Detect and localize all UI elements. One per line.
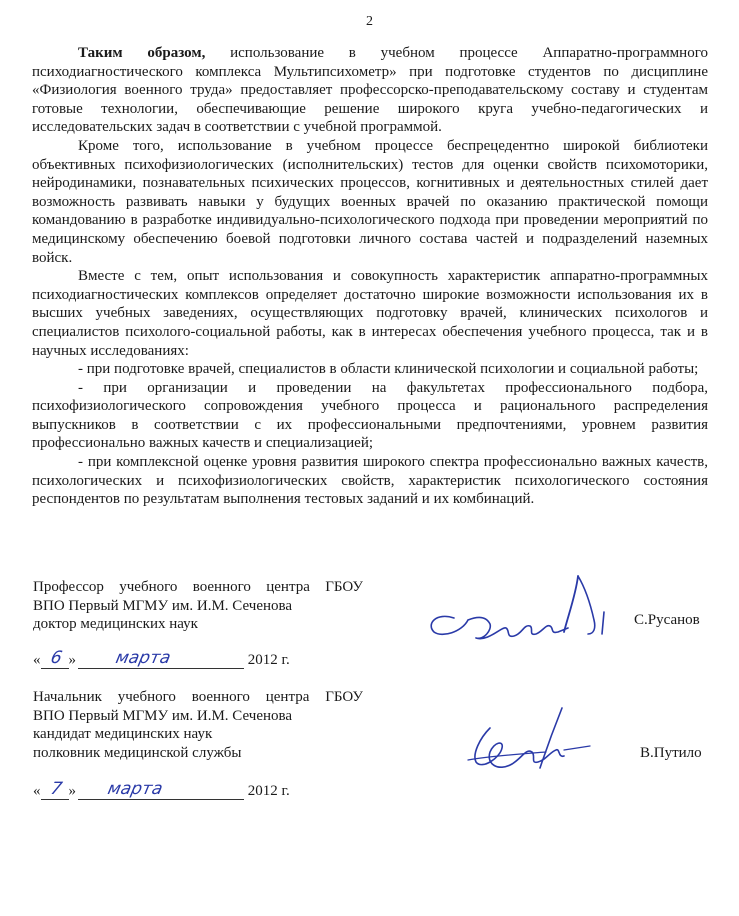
paragraph-lead-bold: Таким образом, — [78, 45, 206, 61]
paragraph-1 — [32, 44, 708, 137]
list-item-text: - при организации и проведении на факультетах профессионального подбора, психофизиологического сопровождения учебного процесса и рационального распределения выпускников в соответствии с их профессиональными предпочтениями, уровнем развития профессионально важных качеств и специализацией; — [32, 379, 708, 452]
date-month-field — [78, 779, 244, 800]
signature-2-icon — [450, 698, 600, 788]
document-body — [32, 44, 708, 509]
page-number: 2 — [366, 14, 373, 29]
signatory-2-date — [33, 779, 290, 800]
date-day-handwritten: 6 — [48, 648, 64, 668]
signatory-2-line-2: ВПО Первый МГМУ им. И.М. Сеченова — [33, 707, 293, 724]
list-item-1 — [32, 360, 708, 379]
date-close-quote: » — [68, 783, 76, 799]
signatory-1-line-2: ВПО Первый МГМУ им. И.М. Сеченова — [33, 597, 293, 614]
list-item-text: - при комплексной оценке уровня развития широкого спектра профессионально важных качеств, психологических и психофизиологических свойств, характеристик психологического состояния респондентов по результатам выполнения тестовых заданий и их комбинаций. — [32, 454, 708, 508]
date-month-handwritten: марта — [113, 648, 173, 668]
list-item-text: - при подготовке врачей, специалистов в области клинической психологии и социальной работы; — [78, 361, 699, 378]
signatory-1-name: С.Русанов — [634, 612, 700, 628]
date-year: 2012 г. — [247, 652, 290, 668]
paragraph-2 — [32, 137, 708, 267]
date-day-field — [41, 779, 69, 800]
signatory-1-title — [33, 578, 363, 634]
signatory-2-line-1: Начальник учебного военного центра ГБОУ — [33, 689, 363, 705]
paragraph-3 — [32, 267, 708, 360]
paragraph-text: Кроме того, использование в учебном процессе беспрецедентно широкой библиотеки объективных психофизиологических (исполнительских) тестов для оценки свойств психомоторики, нейродинамики, познавательных психических процессов, когнитивных и деятельностных стилей дает возможность развивать навыки у будущих военных врачей по оказанию практической помощи командованию в разработке индивидуально-психологического подхода при проведении мероприятий по медицинскому обеспечению боевой подготовки личного состава частей и подразделений наземных войск. — [32, 137, 708, 266]
signature-1-icon — [418, 572, 618, 652]
signatory-1-line-3: доктор медицинских наук — [33, 616, 198, 633]
date-day-handwritten: 7 — [48, 779, 64, 799]
date-year: 2012 г. — [247, 783, 290, 799]
signatory-2-name: В.Путило — [640, 745, 702, 761]
date-month-field — [78, 648, 244, 669]
date-open-quote: « — [33, 783, 41, 799]
date-month-handwritten: марта — [105, 779, 165, 799]
date-day-field — [41, 648, 69, 669]
signatory-2-title — [33, 688, 363, 762]
signatory-1-line-1: Профессор учебного военного центра ГБОУ — [33, 579, 363, 595]
date-open-quote: « — [33, 652, 41, 668]
list-item-2 — [32, 379, 708, 453]
signatory-2-line-3: кандидат медицинских наук — [33, 726, 213, 743]
list-item-3 — [32, 453, 708, 509]
paragraph-text: использование в учебном процессе Аппаратно-программного психодиагностического комплекса Мультипсихометр» при подготовке студентов по дисциплине «Физиология военного труда» предоставляет профессорско-преподавательскому составу и студентам готовые технологии, обеспечивающие решение широкого круга учебно-педагогических и исследовательских задач в соответствии с учебной программой. — [32, 45, 708, 136]
signatory-2-line-4: полковник медицинской службы — [33, 744, 242, 761]
paragraph-text: Вместе с тем, опыт использования и совокупность характеристик аппаратно-программных психодиагностических комплексов определяет достаточно широкие возможности использования их в высших учебных заведениях, осуществляющих подготовку врачей, клинических психологов и специалистов психолого-социальной работы, как в интересах обеспечения учебного процесса, так и в научных исследованиях: — [32, 268, 708, 359]
date-close-quote: » — [68, 652, 76, 668]
signatory-1-date — [33, 648, 290, 669]
